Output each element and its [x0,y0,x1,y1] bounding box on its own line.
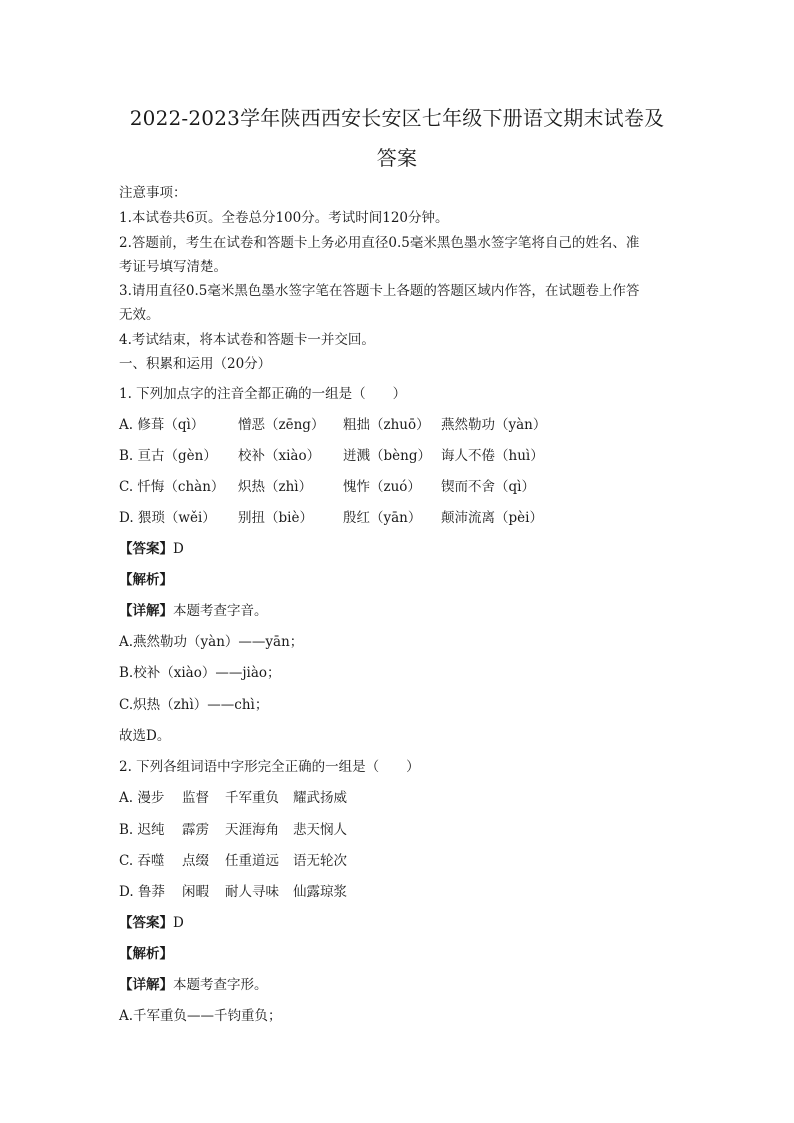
question-2-stem: 2. 下列各组词语中字形完全正确的一组是（ ） [119,759,420,775]
question-1-explanation-c: C.炽热（zhì）——chì； [119,697,269,713]
question-1-answer [119,540,184,558]
note-3-line1: 3.请用直径0.5毫米黑色墨水签字笔在答题卡上各题的答题区域内作答，在试题卷上作答 [119,283,640,299]
note-2-line2: 考证号填写清楚。 [119,259,227,275]
notes-heading: 注意事项： [119,185,187,201]
detail-text: 本题考查字形。 [173,977,268,993]
option-a-word-4: 燕然勒功（yàn） [441,417,547,433]
question-1-conclusion: 故选D。 [119,728,171,744]
document-title-line1: 2022-2023学年陕西西安长安区七年级下册语文期末试卷及 [129,106,665,130]
option-b-word-4: 诲人不倦（huì） [441,448,544,464]
option-d-word-4: 颠沛流离（pèi） [441,510,543,526]
question-1-explanation-b: B.校补（xiào）——jiào； [119,665,281,681]
option-b-word-3: 天涯海角 [225,822,279,838]
option-d-word-3: 耐人寻味 [225,884,279,900]
option-b-word-4: 悲天悯人 [293,822,347,838]
question-1-detail [119,602,268,620]
document-title-line2: 答案 [376,146,418,170]
question-1-explanation-a: A.燕然勒功（yàn）——yān； [119,634,304,650]
question-2-detail [119,976,268,994]
answer-label: 【答案】 [119,541,173,557]
answer-label: 【答案】 [119,915,173,931]
answer-value: D [173,915,184,931]
option-a-word-2: 憎恶（zēng） [238,417,325,433]
note-2-line1: 2.答题前，考生在试卷和答题卡上务必用直径0.5毫米黑色墨水签字笔将自己的姓名、准 [119,235,640,251]
option-c-word-4: 锲而不舍（qì） [441,479,535,495]
question-2-analysis-label: 【解析】 [119,946,173,962]
option-b-word-1: B. 亘古（gèn） [119,448,217,464]
option-c-word-2: 炽热（zhì） [238,479,313,495]
option-d-word-4: 仙露琼浆 [293,884,347,900]
option-a-word-1: A. 漫步 [119,790,165,806]
option-d-word-2: 别扭（biè） [238,510,313,526]
option-b-word-1: B. 迟纯 [119,822,165,838]
option-b-word-3: 迸溅（bèng） [343,448,431,464]
note-1: 1.本试卷共6页。全卷总分100分。考试时间120分钟。 [119,210,449,226]
question-1-stem: 1. 下列加点字的注音全都正确的一组是（ ） [119,386,407,402]
note-3-line2: 无效。 [119,307,160,323]
option-b-word-2: 霹雳 [182,822,209,838]
option-c-word-4: 语无轮次 [293,853,347,869]
option-d-word-3: 殷红（yān） [343,510,422,526]
option-a-word-2: 监督 [182,790,209,806]
option-c-word-1: C. 忏悔（chàn） [119,479,225,495]
option-a-word-4: 耀武扬威 [293,790,347,806]
option-c-word-3: 任重道远 [225,853,279,869]
option-c-word-1: C. 吞噬 [119,853,165,869]
question-2-explanation-a: A.千军重负——千钧重负； [119,1008,282,1024]
option-a-word-1: A. 修葺（qì） [119,417,205,433]
option-d-word-1: D. 鲁莽 [119,884,165,900]
detail-label: 【详解】 [119,603,173,619]
option-b-word-2: 校补（xiào） [238,448,321,464]
option-c-word-3: 愧怍（zuó） [343,479,421,495]
detail-label: 【详解】 [119,977,173,993]
detail-text: 本题考查字音。 [173,603,268,619]
option-d-word-1: D. 猥琐（wěi） [119,510,216,526]
option-a-word-3: 粗拙（zhuō） [343,417,430,433]
answer-value: D [173,541,184,557]
note-4: 4.考试结束，将本试卷和答题卡一并交回。 [119,332,375,348]
option-c-word-2: 点缀 [182,853,209,869]
option-d-word-2: 闲暇 [182,884,209,900]
option-a-word-3: 千军重负 [225,790,279,806]
question-2-answer [119,914,184,932]
section-heading: 一、积累和运用（20分） [119,356,272,372]
question-1-analysis-label: 【解析】 [119,572,173,588]
